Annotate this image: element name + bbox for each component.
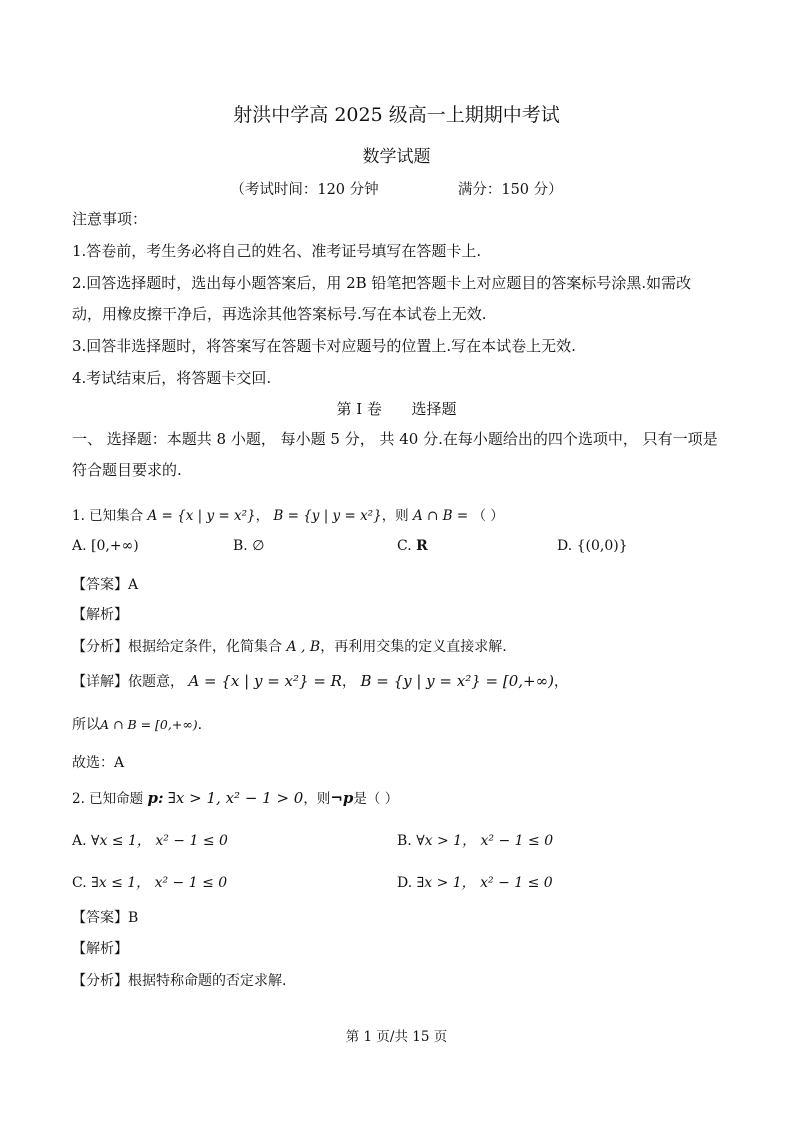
detail-math-b: B = {y | y = x²} = [0,+∞) <box>360 672 554 690</box>
detail-math-a: A = {x | y = x²} = R <box>188 672 342 690</box>
so-text: 所以 <box>72 717 100 733</box>
q2-prop: p: <box>147 789 164 807</box>
q1-prefix: 1. 已知集合 <box>72 508 144 524</box>
option-letter: A. <box>72 538 87 554</box>
q2-option-c <box>72 872 227 892</box>
volume-name: 选择题 <box>411 400 457 418</box>
option-letter: C. <box>397 538 412 554</box>
detail-end: ， <box>553 674 568 690</box>
q2-option-b <box>397 830 553 850</box>
notice-item-2: 2.回答选择题时，选出每小题答案后，用 2B 铅笔把答题卡上对应题目的答案标号涂黑.如需改 <box>72 274 692 292</box>
analysis-head: 【分析】 <box>72 639 128 655</box>
analysis-text: 根据给定条件，化简集合 <box>128 639 282 655</box>
q2-statement: ∃x > 1, x² − 1 > 0 <box>167 789 304 807</box>
score-label: 满分：150 分） <box>457 182 563 198</box>
notice-item-4: 4.考试结束后，将答题卡交回. <box>72 369 272 387</box>
q1-option-d <box>557 538 628 554</box>
option-text: ∅ <box>252 538 265 554</box>
option-text: {(0,0)} <box>576 538 628 554</box>
option-text: ∃x ≤ 1， x² − 1 ≤ 0 <box>91 875 228 891</box>
notice-heading: 注意事项： <box>72 210 148 228</box>
q1-expr: A ∩ B = <box>412 508 469 524</box>
q1-stem <box>72 504 504 524</box>
analysis-math: A , B <box>286 639 321 655</box>
analysis-head: 【分析】 <box>72 973 128 989</box>
q1-conclusion <box>72 714 202 734</box>
option-text: ∀x ≤ 1， x² − 1 ≤ 0 <box>91 833 228 849</box>
notice-item-2-cont: 动，用橡皮擦干净后，再选涂其他答案标号.写在本试卷上无效. <box>72 305 487 323</box>
option-text: ∃x > 1， x² − 1 ≤ 0 <box>416 875 553 891</box>
q1-paren: （ ） <box>472 508 504 524</box>
analysis-text: 根据特称命题的否定求解. <box>128 973 287 989</box>
q1-set-a: A = {x | y = x²} <box>147 508 256 524</box>
q1-set-b: B = {y | y = x²} <box>273 508 382 524</box>
answer-value: B <box>128 910 139 926</box>
q2-option-a <box>72 830 228 850</box>
option-letter: D. <box>557 538 573 554</box>
so-end: . <box>197 717 203 733</box>
option-letter: C. <box>72 875 87 891</box>
answer-label: 【答案】 <box>72 910 128 926</box>
q2-analysis-label: 【解析】 <box>72 941 128 957</box>
q2-prefix: 2. 已知命题 <box>72 791 144 807</box>
q2-negation: ¬p <box>330 789 354 807</box>
q1-answer <box>72 574 138 594</box>
q2-suffix: 是（ ） <box>353 791 399 807</box>
section-instructions-1: 一、 选择题：本题共 8 小题， 每小题 5 分， 共 40 分.在每小题给出的四个选项中， 只有一项是 <box>72 430 718 448</box>
q1-option-b <box>233 538 264 554</box>
section-instructions-2: 符合题目要求的. <box>72 461 182 479</box>
so-math: A ∩ B = [0,+∞) <box>100 717 198 732</box>
option-text: ∀x > 1， x² − 1 ≤ 0 <box>416 833 554 849</box>
q1-option-c <box>397 538 428 554</box>
q2-option-d <box>397 872 553 892</box>
q2-mid: ，则 <box>303 791 331 807</box>
detail-sep: ， <box>341 674 356 690</box>
option-letter: A. <box>72 833 87 849</box>
subject-title: 数学试题 <box>362 147 431 167</box>
q1-sep: ， <box>255 508 270 524</box>
option-text: R <box>416 538 428 554</box>
q2-answer <box>72 907 138 927</box>
q1-detail <box>72 671 568 691</box>
q2-analysis <box>72 970 286 990</box>
section-heading <box>0 398 793 419</box>
notice-item-3: 3.回答非选择题时，将答案写在答题卡对应题号的位置上.写在本试卷上无效. <box>72 337 576 355</box>
answer-value: A <box>128 577 139 593</box>
q2-stem <box>72 787 398 807</box>
option-letter: D. <box>397 875 413 891</box>
q1-analysis-label: 【解析】 <box>72 607 128 623</box>
q1-suffix-pre: ，则 <box>381 508 409 524</box>
page-footer: 第 1 页/共 15 页 <box>345 1029 448 1045</box>
exam-meta <box>0 178 793 199</box>
q1-analysis <box>72 636 507 656</box>
detail-text: 依题意， <box>128 674 184 690</box>
answer-label: 【答案】 <box>72 577 128 593</box>
exam-title: 射洪中学高 2025 级高一上期期中考试 <box>233 104 560 126</box>
detail-head: 【详解】 <box>72 674 128 690</box>
time-label: （考试时间：120 分钟 <box>230 182 379 198</box>
option-letter: B. <box>397 833 412 849</box>
option-text: [0,+∞) <box>91 538 139 554</box>
q1-choice: 故选：A <box>72 755 125 771</box>
volume-label: 第 I 卷 <box>336 400 382 418</box>
q1-option-a <box>72 538 139 554</box>
analysis-text-2: ，再利用交集的定义直接求解. <box>320 639 507 655</box>
option-letter: B. <box>233 538 248 554</box>
notice-item-1: 1.答卷前，考生务必将自己的姓名、准考证号填写在答题卡上. <box>72 242 482 260</box>
